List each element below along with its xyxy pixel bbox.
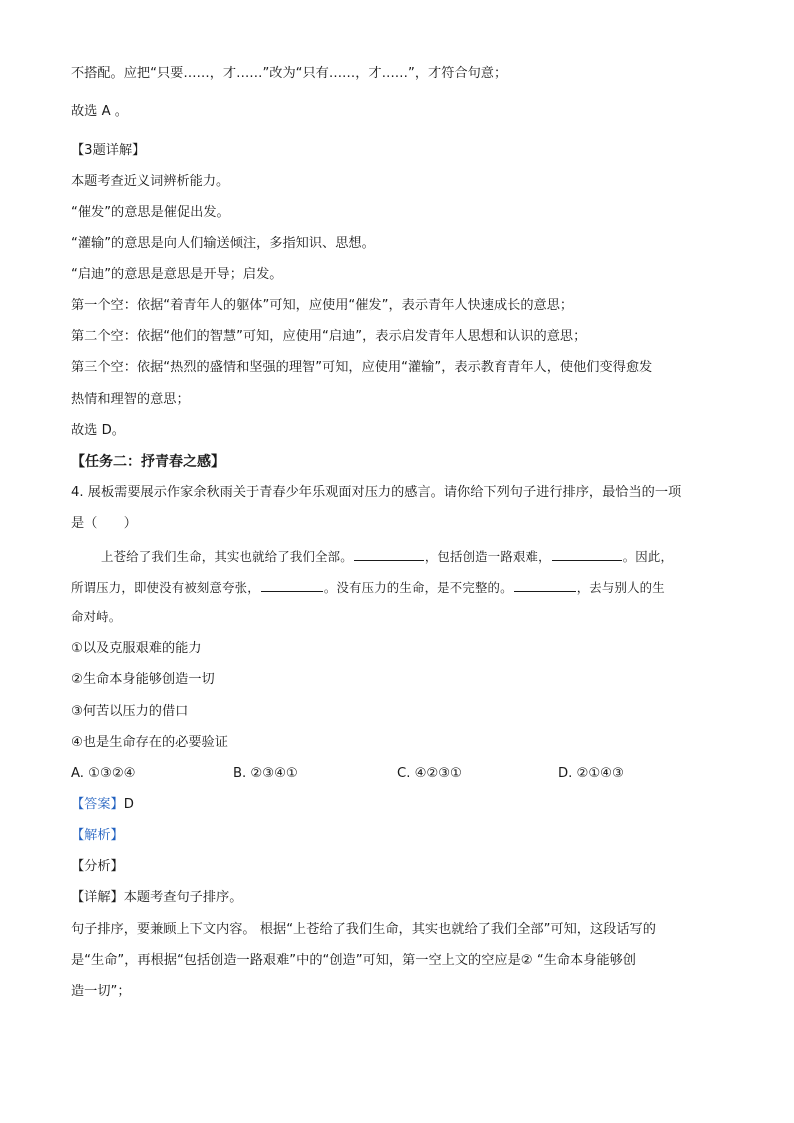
detail-text: 本题考查句子排序。 <box>123 890 243 905</box>
text-line: 不搭配。应把“只要……，才……”改为“只有……，才……”，才符合句意； <box>71 66 508 81</box>
passage-text: 。没有压力的生命，是不完整的。 <box>323 580 513 595</box>
passage-text: 上苍给了我们生命，其实也就给了我们全部。 <box>101 549 353 564</box>
text-line: “灌输”的意思是向人们输送倾注，多指知识、思想。 <box>71 236 375 251</box>
option-d: D. ②①④③ <box>558 766 624 781</box>
passage-text: ，去与别人的生 <box>576 580 665 595</box>
detail-line <box>71 888 723 908</box>
fill-blank <box>514 579 576 592</box>
passage-text: 所谓压力，即使没有被刻意夸张， <box>71 580 260 595</box>
fill-blank <box>354 548 424 561</box>
question-stem: 是（ ） <box>71 516 137 531</box>
sentence-item: ①以及克服艰难的能力 <box>71 641 202 656</box>
passage-line <box>71 578 723 598</box>
question-stem: 4. 展板需要展示作家余秋雨关于青春少年乐观面对压力的感言。请你给下列句子进行排序，最恰当的一项 <box>71 485 682 500</box>
sub-question-heading: 【3题详解】 <box>71 143 146 158</box>
sentence-item: ③何苦以压力的借口 <box>71 704 189 719</box>
passage-line <box>101 547 723 567</box>
detail-label: 【详解】 <box>71 890 124 905</box>
text-line: 造一切”； <box>71 984 131 999</box>
option-c: C. ④②③① <box>397 766 462 781</box>
passage-text: ，包括创造一路艰难， <box>424 549 551 564</box>
text-line: 热情和理智的意思； <box>71 392 190 407</box>
sentence-item: ④也是生命存在的必要验证 <box>71 735 228 750</box>
text-line: 故选 D。 <box>71 423 125 438</box>
text-line: 第三个空：依据“热烈的盛情和坚强的理智”可知，应使用“灌输”，表示教育青年人，使他们变得愈发 <box>71 360 653 375</box>
answer-options <box>71 764 723 784</box>
text-line: 第二个空：依据“他们的智慧”可知，应使用“启迪”，表示启发青年人思想和认识的意思； <box>71 329 587 344</box>
task-heading: 【任务二：抒青春之感】 <box>71 454 225 470</box>
passage-text: 。因此， <box>622 549 674 564</box>
answer-line <box>71 795 723 815</box>
text-line: 第一个空：依据“着青年人的躯体”可知，应使用“催发”，表示青年人快速成长的意思； <box>71 298 574 313</box>
fill-blank <box>261 579 323 592</box>
text-line: 是“生命”，再根据“包括创造一路艰难”中的“创造”可知，第一空上文的空应是② “生命本身能够创 <box>71 953 636 968</box>
text-line: “启迪”的意思是意思是开导；启发。 <box>71 267 283 282</box>
text-line: 故选 A 。 <box>71 104 128 119</box>
text-line: 本题考查近义词辨析能力。 <box>71 174 230 189</box>
text-line: “催发”的意思是催促出发。 <box>71 205 230 220</box>
fill-blank <box>552 548 622 561</box>
answer-label: 【答案】 <box>71 797 124 812</box>
option-b: B. ②③④① <box>233 766 298 781</box>
sentence-item: ②生命本身能够创造一切 <box>71 672 215 687</box>
analysis-label: 【解析】 <box>71 828 124 843</box>
passage-line: 命对峙。 <box>71 609 122 624</box>
fenxi-label: 【分析】 <box>71 859 124 874</box>
answer-value: D <box>123 797 134 812</box>
option-a: A. ①③②④ <box>71 766 136 781</box>
text-line: 句子排序，要兼顾上下文内容。 根据“上苍给了我们生命，其实也就给了我们全部”可知，这段话写的 <box>71 922 656 937</box>
